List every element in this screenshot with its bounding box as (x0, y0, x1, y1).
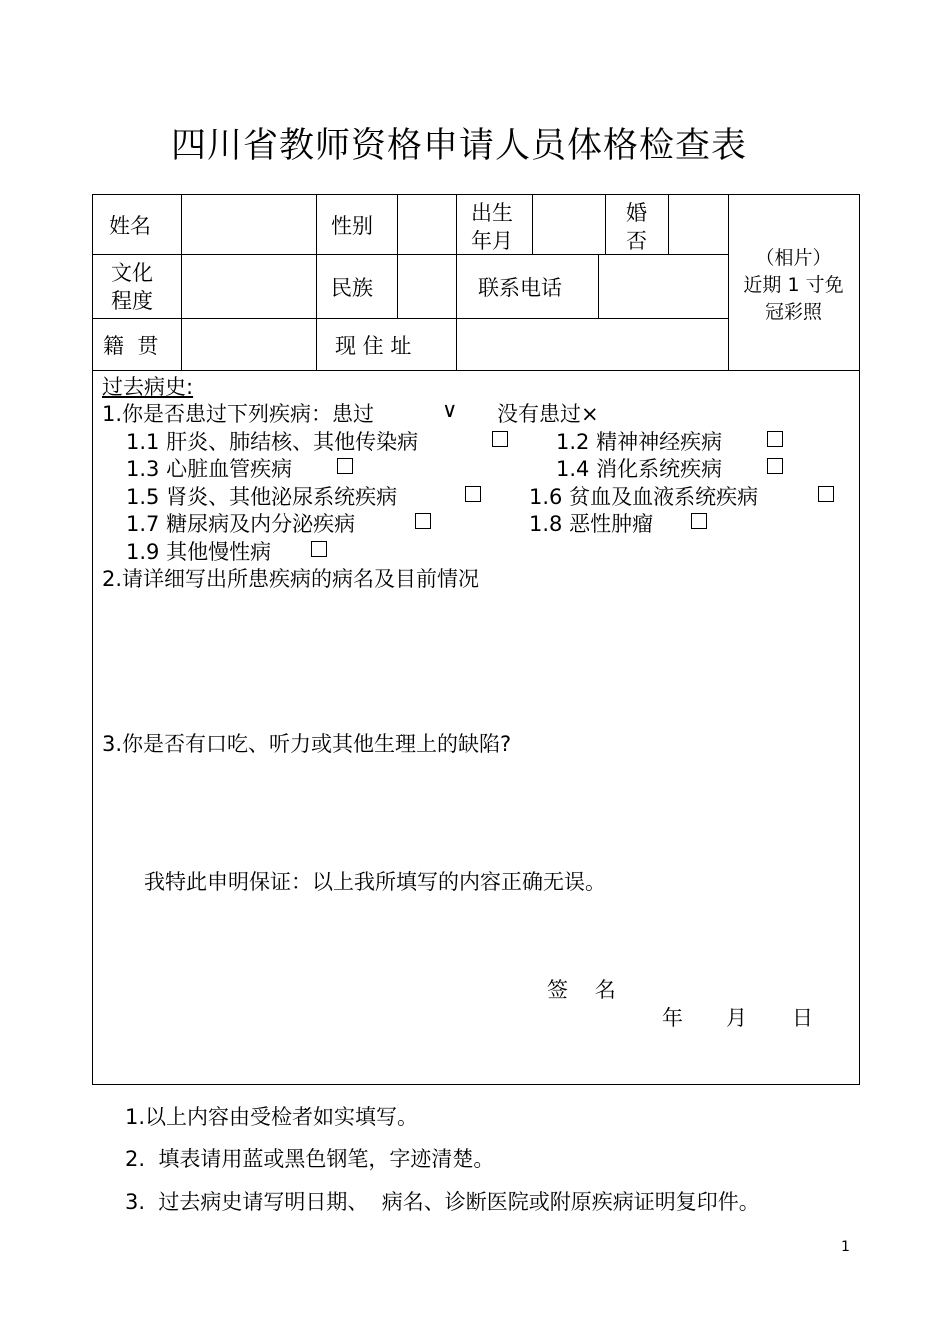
col-divider-d (456, 194, 457, 371)
table-border-bottom (92, 1084, 860, 1085)
page-title: 四川省教师资格申请人员体格检查表 (170, 126, 747, 166)
name-label: 姓名 (109, 214, 151, 238)
check-mark-legend: ∨ (442, 398, 458, 422)
education-label-line1: 文化 (111, 261, 153, 285)
table-border-left (92, 194, 93, 1085)
disease-item-label: 消化系统疾病 (596, 457, 723, 481)
disease-item-label: 恶性肿瘤 (569, 512, 654, 536)
table-border-top (92, 194, 860, 195)
disease-item-label: 其他慢性病 (166, 540, 272, 564)
col-divider-h (598, 254, 599, 319)
disease-checkbox[interactable] (818, 486, 834, 502)
disease-item-number: 1.4 (556, 457, 590, 481)
history-heading: 过去病史: (102, 375, 194, 399)
disease-item (126, 453, 292, 483)
col-divider-f (605, 194, 606, 255)
disease-item-number: 1.1 (126, 430, 160, 454)
disease-item-number: 1.6 (529, 485, 563, 509)
row-divider-2 (92, 318, 729, 319)
birth-label-line2: 年月 (471, 229, 513, 253)
ethnicity-label: 民族 (331, 276, 373, 300)
table-border-right (859, 194, 860, 1085)
disease-item (529, 481, 758, 511)
address-label: 现 住 址 (335, 334, 412, 358)
photo-label-line3: 冠彩照 (764, 301, 822, 323)
disease-item-number: 1.7 (126, 512, 160, 536)
marital-label-line1: 婚 (626, 201, 647, 225)
disease-item-label: 精神神经疾病 (596, 430, 723, 454)
declaration-text: 我特此申明保证：以上我所填写的内容正确无误。 (144, 870, 606, 894)
disease-item (556, 453, 722, 483)
disease-item (556, 426, 722, 456)
col-divider-g (668, 194, 669, 255)
date-month-label: 月 (726, 1006, 747, 1030)
disease-checkbox[interactable] (465, 486, 481, 502)
col-divider-b (316, 194, 317, 371)
note-2: 2. 填表请用蓝或黑色钢笔，字迹清楚。 (125, 1147, 495, 1171)
phone-label: 联系电话 (478, 276, 562, 300)
marital-label-line2: 否 (626, 229, 647, 253)
disease-item-number: 1.9 (126, 540, 160, 564)
none-legend: 没有患过× (497, 402, 599, 426)
history-question-1: 1.你是否患过下列疾病：患过 (102, 402, 375, 426)
disease-item-label: 心脏血管疾病 (166, 457, 293, 481)
disease-item (529, 508, 653, 538)
disease-item (126, 481, 397, 511)
note-3: 3. 过去病史请写明日期、 病名、诊断医院或附原疾病证明复印件。 (125, 1190, 760, 1214)
disease-checkbox[interactable] (415, 513, 431, 529)
page-number: 1 (841, 1239, 850, 1255)
date-year-label: 年 (662, 1006, 683, 1030)
date-day-label: 日 (792, 1006, 813, 1030)
disease-details-area[interactable] (102, 592, 842, 712)
disease-item (126, 536, 271, 566)
disease-item-label: 肝炎、肺结核、其他传染病 (166, 430, 419, 454)
disease-checkbox[interactable] (691, 513, 707, 529)
photo-label-line1: （相片） (755, 247, 832, 269)
history-question-3: 3.你是否有口吃、听力或其他生理上的缺陷? (102, 732, 512, 756)
birth-label-line1: 出生 (471, 201, 513, 225)
col-divider-a (181, 194, 182, 371)
disease-item (126, 426, 418, 456)
education-label-line2: 程度 (111, 289, 153, 313)
disease-checkbox[interactable] (311, 541, 327, 557)
defect-details-area[interactable] (102, 758, 842, 853)
disease-checkbox[interactable] (767, 458, 783, 474)
disease-item-label: 肾炎、其他泌尿系统疾病 (166, 485, 398, 509)
col-divider-e (532, 194, 533, 255)
disease-item-label: 贫血及血液系统疾病 (569, 485, 759, 509)
note-1: 1.以上内容由受检者如实填写。 (125, 1105, 419, 1129)
origin-label: 籍 贯 (103, 334, 159, 358)
disease-item-number: 1.3 (126, 457, 160, 481)
photo-label-line2: 近期 1 寸免 (743, 274, 844, 296)
col-divider-c (397, 194, 398, 319)
disease-checkbox[interactable] (337, 458, 353, 474)
row-divider-3 (92, 370, 860, 371)
disease-item (126, 508, 355, 538)
signature-label: 签 名 (547, 978, 616, 1002)
disease-item-number: 1.2 (556, 430, 590, 454)
disease-checkbox[interactable] (492, 431, 508, 447)
gender-label: 性别 (331, 214, 373, 238)
disease-checkbox[interactable] (767, 431, 783, 447)
disease-item-number: 1.5 (126, 485, 160, 509)
disease-item-number: 1.8 (529, 512, 563, 536)
disease-item-label: 糖尿病及内分泌疾病 (166, 512, 356, 536)
history-question-2: 2.请详细写出所患疾病的病名及目前情况 (102, 567, 480, 591)
